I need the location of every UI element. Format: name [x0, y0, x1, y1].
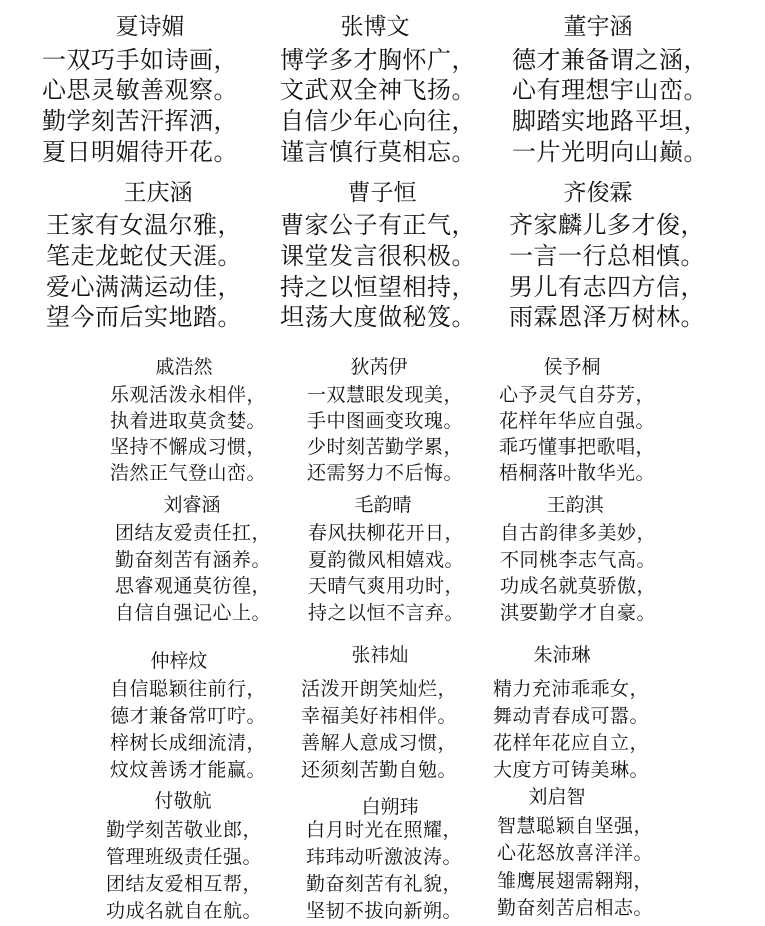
poem-title: 夏诗媚 — [115, 14, 185, 40]
poem-line: 执着进取莫贪婪。 — [109, 410, 267, 432]
poem-line: 自信聪颖往前行， — [109, 678, 267, 700]
poem-title: 白朔玮 — [361, 796, 419, 818]
poem-line: 精力充沛乖乖女， — [492, 678, 650, 700]
poem-line: 幸福美好祎相伴。 — [300, 705, 458, 727]
poem-line: 手中图画变玫瑰。 — [306, 410, 464, 432]
poem-title: 仲梓炆 — [150, 650, 208, 672]
poem-line: 管理班级责任强。 — [105, 846, 263, 868]
poem-line: 梓树长成细流清， — [109, 732, 267, 754]
poem-title: 董宇涵 — [563, 14, 633, 40]
poem-line: 白月时光在照耀， — [305, 819, 463, 841]
poem-line: 梧桐落叶散华光。 — [498, 462, 656, 484]
poem-line: 心有理想宇山峦。 — [512, 76, 708, 104]
poem-line: 雏鹰展翅需翱翔， — [496, 870, 654, 892]
poem-line: 勤奋刻苦有涵养。 — [114, 549, 272, 571]
poem-line: 思睿观通莫彷徨， — [114, 575, 272, 597]
poem-title: 狄芮伊 — [350, 356, 408, 378]
poem-line: 自信少年心向往， — [280, 107, 476, 135]
poem-line: 夏日明媚待开花。 — [42, 138, 238, 166]
poem-line: 谨言慎行莫相忘。 — [280, 138, 476, 166]
poem-line: 乖巧懂事把歌唱， — [498, 436, 656, 458]
poem-line: 一双巧手如诗画， — [42, 46, 238, 74]
poem-line: 勤奋刻苦有礼貌， — [305, 873, 463, 895]
poem-line: 乐观活泼永相伴， — [109, 384, 267, 406]
poem-title: 朱沛琳 — [533, 644, 591, 666]
poem-title: 王韵淇 — [546, 494, 604, 516]
poem-line: 勤奋刻苦启相志。 — [496, 897, 654, 919]
poem-title: 齐俊霖 — [563, 180, 633, 206]
poem-line: 德才兼备常叮咛。 — [109, 705, 267, 727]
poem-line: 文武双全神飞扬。 — [280, 76, 476, 104]
poem-line: 持之以恒望相持， — [280, 273, 476, 301]
poem-title: 付敬航 — [154, 790, 212, 812]
poem-line: 心花怒放喜洋洋。 — [496, 842, 654, 864]
poem-line: 还须刻苦勤自勉。 — [300, 759, 458, 781]
poem-line: 团结友爱相互帮， — [105, 873, 263, 895]
poem-line: 功成名就自在航。 — [105, 900, 263, 922]
poem-line: 一言一行总相慎。 — [509, 242, 705, 270]
poem-line: 课堂发言很积极。 — [280, 242, 476, 270]
poem-line: 还需努力不后悔。 — [306, 462, 464, 484]
poem-title: 侯予桐 — [543, 356, 601, 378]
poem-line: 玮玮动听激波涛。 — [305, 846, 463, 868]
poem-line: 博学多才胸怀广， — [280, 46, 476, 74]
poem-title: 王庆涵 — [123, 180, 193, 206]
poem-title: 刘睿涵 — [163, 494, 221, 516]
poem-title: 张博文 — [340, 14, 410, 40]
poem-line: 德才兼备谓之涵， — [512, 46, 708, 74]
poem-line: 坦荡大度做秘笈。 — [280, 303, 476, 331]
poem-line: 炆炆善诱才能赢。 — [109, 759, 267, 781]
poem-line: 活泼开朗笑灿烂， — [300, 678, 458, 700]
poem-title: 张祎灿 — [351, 644, 409, 666]
poem-line: 功成名就莫骄傲， — [499, 575, 657, 597]
poem-line: 心予灵气自芬芳， — [498, 384, 656, 406]
poem-line: 不同桃李志气高。 — [499, 549, 657, 571]
poem-line: 勤学刻苦敬业郎， — [105, 819, 263, 841]
poem-line: 一双慧眼发现美， — [306, 384, 464, 406]
poem-line: 曹家公子有正气， — [280, 211, 476, 239]
poem-line: 一片光明向山巅。 — [512, 138, 708, 166]
poem-line: 少时刻苦勤学累， — [306, 436, 464, 458]
poem-title: 刘启智 — [528, 786, 586, 808]
poem-line: 舞动青春成可嚣。 — [492, 705, 650, 727]
poem-line: 望今而后实地踏。 — [46, 303, 242, 331]
poem-line: 夏韵微风相嬉戏。 — [307, 549, 465, 571]
poem-line: 自信自强记心上。 — [114, 602, 272, 624]
poem-line: 花样年华应自强。 — [498, 410, 656, 432]
poem-line: 淇要勤学才自豪。 — [499, 602, 657, 624]
poem-line: 智慧聪颖自坚强， — [496, 815, 654, 837]
poem-line: 善解人意成习惯， — [300, 732, 458, 754]
poem-line: 团结友爱责任扛， — [114, 522, 272, 544]
poem-line: 脚踏实地路平坦， — [512, 107, 708, 135]
poem-line: 齐家麟儿多才俊， — [509, 211, 705, 239]
poem-line: 王家有女温尔雅， — [46, 211, 242, 239]
poem-line: 浩然正气登山峦。 — [109, 462, 267, 484]
poem-title: 曹子恒 — [347, 180, 417, 206]
poem-line: 持之以恒不言弃。 — [307, 602, 465, 624]
poem-line: 雨霖恩泽万树林。 — [509, 303, 705, 331]
poem-line: 男儿有志四方信， — [509, 273, 705, 301]
poem-line: 花样年花应自立， — [492, 732, 650, 754]
poem-line: 坚韧不拔向新朔。 — [305, 900, 463, 922]
poem-line: 心思灵敏善观察。 — [42, 76, 238, 104]
poem-line: 自古韵律多美妙， — [499, 522, 657, 544]
poem-line: 勤学刻苦汗挥洒， — [42, 107, 238, 135]
poem-title: 戚浩然 — [155, 356, 213, 378]
poem-line: 春风扶柳花开日， — [307, 522, 465, 544]
poem-line: 天晴气爽用功时， — [307, 575, 465, 597]
poem-line: 笔走龙蛇仗天涯。 — [46, 242, 242, 270]
poem-line: 大度方可铸美琳。 — [492, 759, 650, 781]
poem-line: 坚持不懈成习惯， — [109, 436, 267, 458]
poem-line: 爱心满满运动佳， — [46, 273, 242, 301]
poem-title: 毛韵晴 — [354, 494, 412, 516]
